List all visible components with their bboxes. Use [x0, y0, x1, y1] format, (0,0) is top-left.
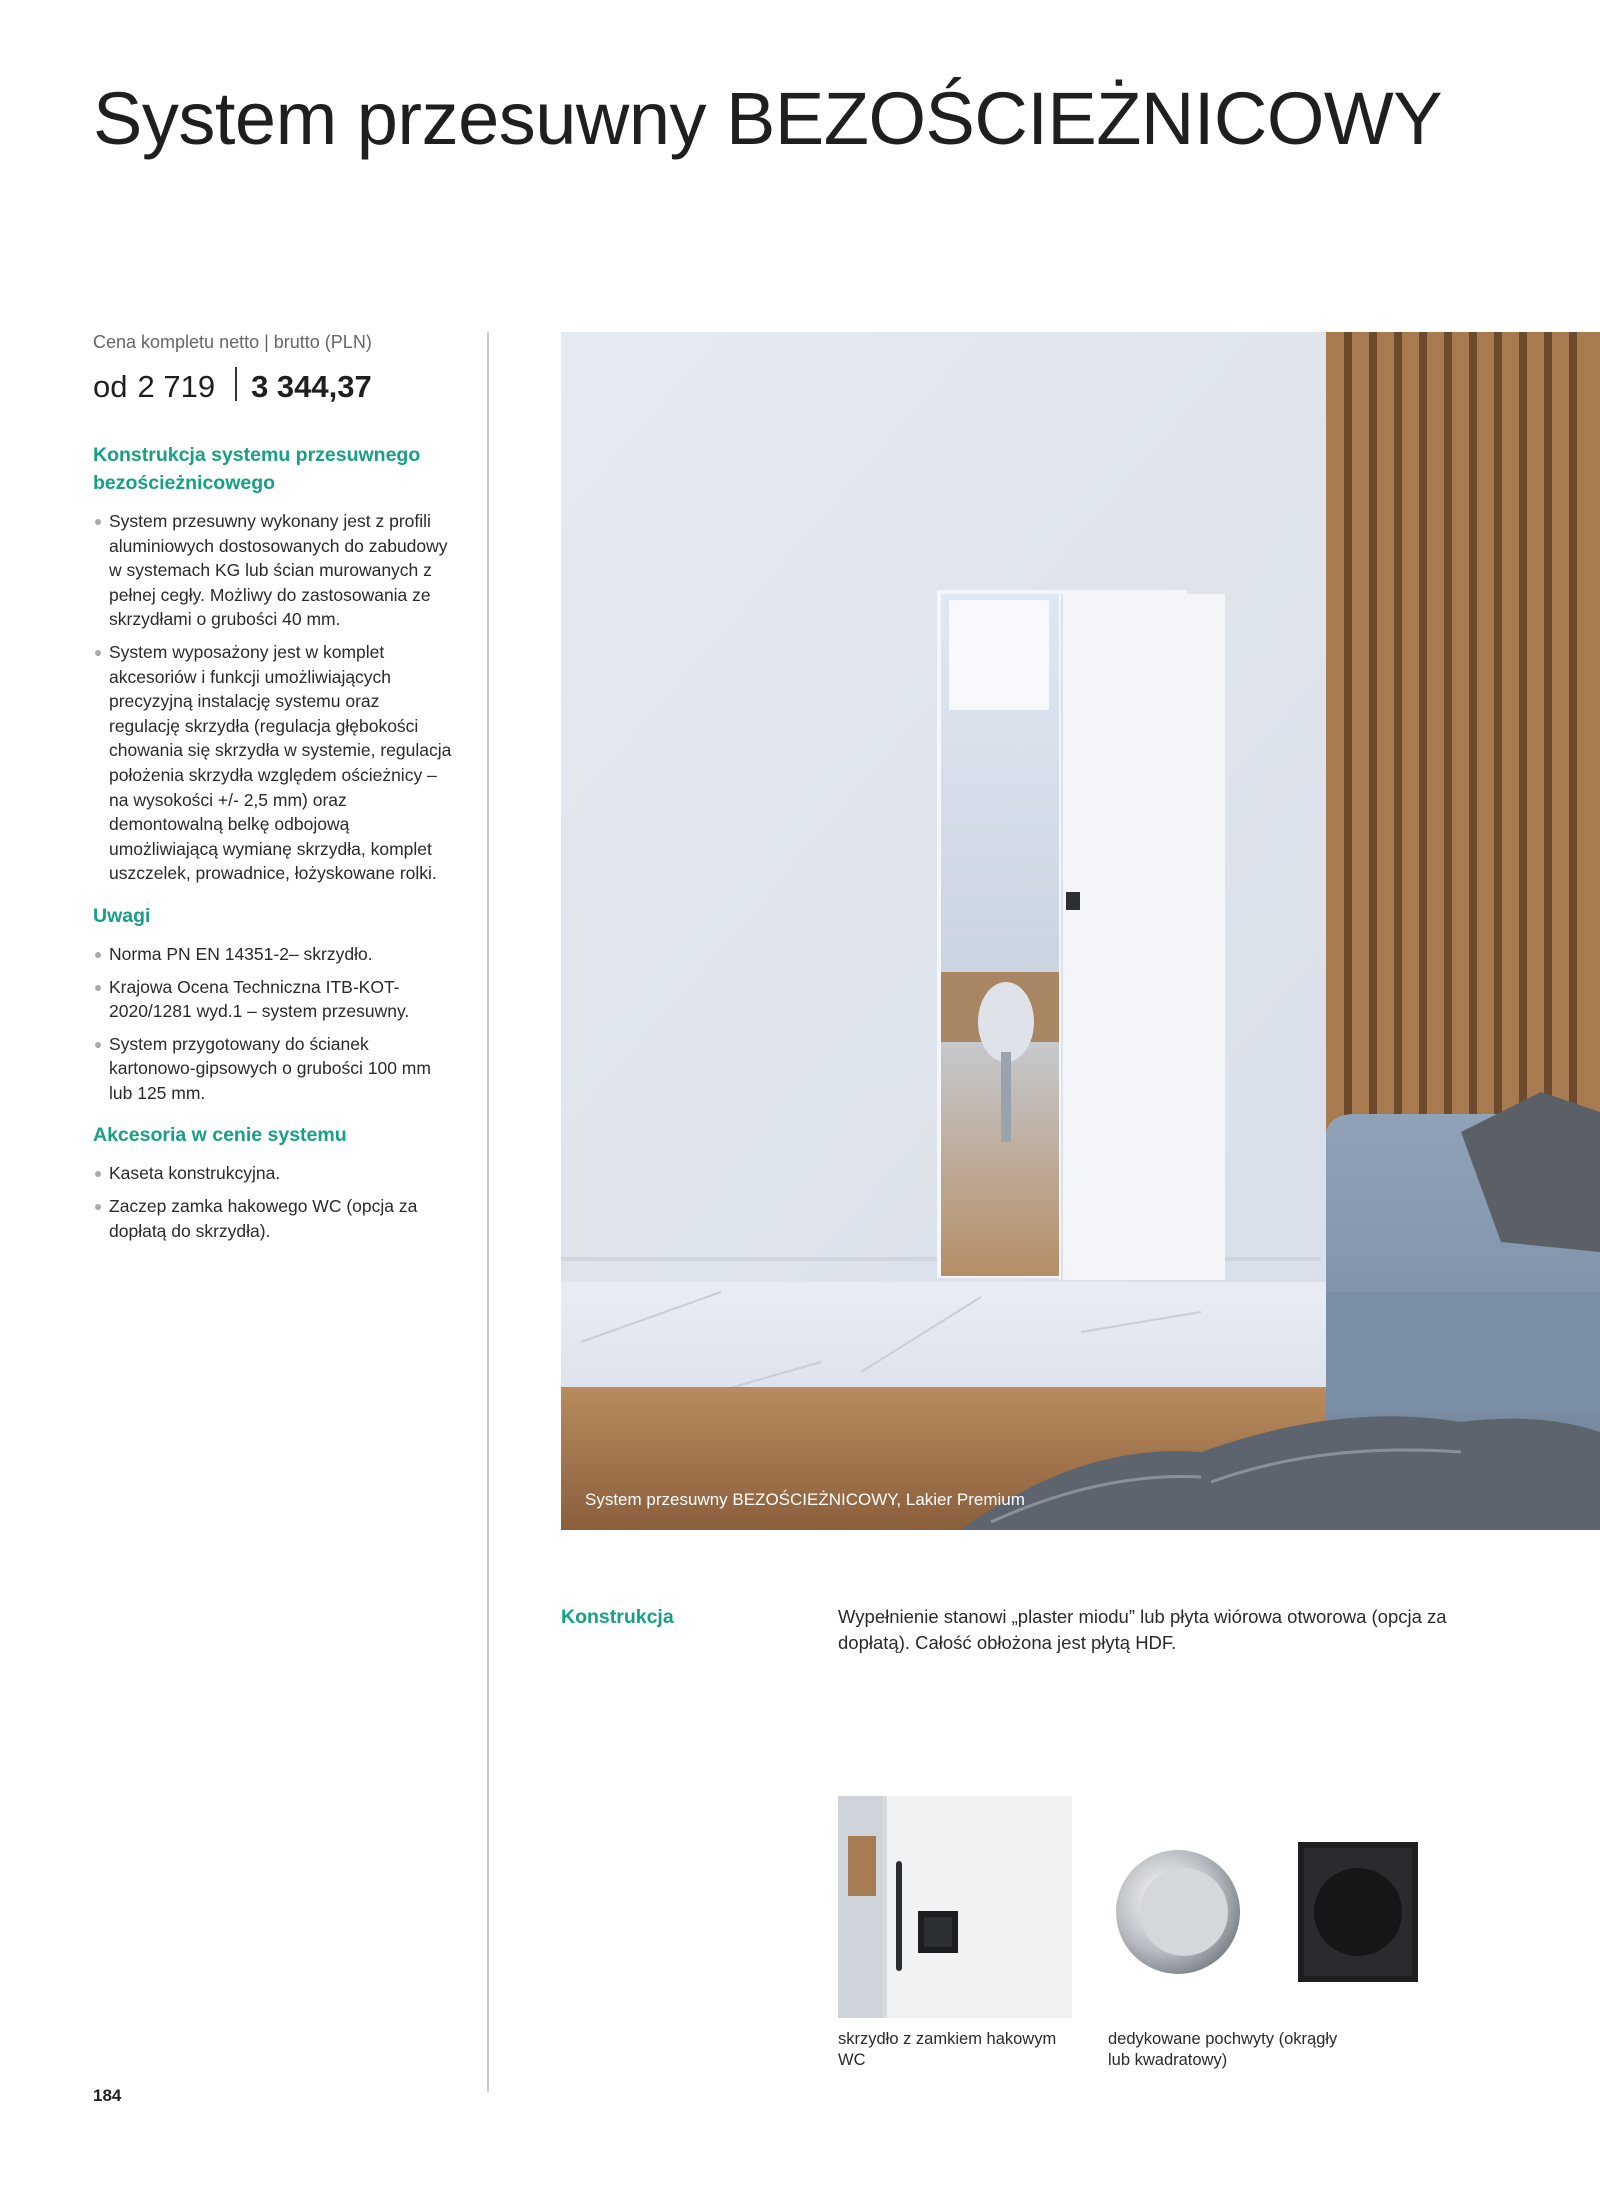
section-accessories	[93, 1121, 455, 1243]
bullet-list	[93, 509, 455, 886]
price-row	[93, 367, 455, 405]
list-item: Krajowa Ocena Techniczna ITB-KOT-2020/1281 wyd.1 – system przesuwny.	[93, 975, 455, 1024]
thumbnail-handles	[1108, 1832, 1418, 1992]
door-lock-illustration	[838, 1796, 1072, 2018]
section-heading: Akcesoria w cenie systemu	[93, 1124, 347, 1147]
section-construction	[93, 441, 455, 886]
section-heading: Uwagi	[93, 904, 151, 927]
page-title: System przesuwny BEZOŚCIEŻNICOWY	[93, 77, 1443, 160]
list-item: System przesuwny wykonany jest z profili aluminiowych dostosowanych do zabudowy w systemach KG lub ścian murowanych z pełnej cegły. Możliwy do zastosowania ze skrzydłami o grubości 40 mm.	[93, 509, 455, 632]
list-item: System przygotowany do ścianek kartonowo-gipsowych o grubości 100 mm lub 125 mm.	[93, 1032, 455, 1106]
construction-label: Konstrukcja	[561, 1606, 674, 1628]
list-item: Zaczep zamka hakowego WC (opcja za dopłatą do skrzydła).	[93, 1194, 455, 1243]
specs-column	[93, 332, 455, 1251]
interior-scene-illustration	[561, 332, 1600, 1530]
thumbnail-door-lock	[838, 1796, 1072, 2018]
list-item: Kaseta konstrukcyjna.	[93, 1161, 455, 1186]
price-caption: Cena kompletu netto | brutto (PLN)	[93, 332, 372, 352]
bullet-list	[93, 1161, 455, 1243]
price-prefix: od	[93, 369, 128, 404]
list-item: Norma PN EN 14351-2– skrzydło.	[93, 942, 455, 967]
bullet-list	[93, 942, 455, 1106]
handles-illustration	[1108, 1832, 1418, 1992]
construction-text: Wypełnienie stanowi „plaster miodu” lub płyta wiórowa otworowa (opcja za dopłatą). Całość obłożona jest płytą HDF.	[838, 1606, 1447, 1653]
section-heading: Konstrukcja systemu przesuwnego bezościeżnicowego	[93, 444, 421, 494]
page-number: 184	[93, 2086, 122, 2105]
price-net: 2 719	[137, 369, 216, 404]
price-gross: 3 344,37	[251, 369, 372, 404]
list-item: System wyposażony jest w komplet akcesoriów i funkcji umożliwiających precyzyjną instalację systemu oraz regulację skrzydła (regulacja głębokości chowania się skrzydła w systemie, regulacja położenia skrzydła względem ościeżnicy – na wysokości +/- 2,5 mm) oraz demontowalną belkę odbojową umożliwiającą wymianę skrzydła, komplet uszczelek, prowadnice, łożyskowane rolki.	[93, 640, 455, 886]
product-photo	[561, 332, 1600, 1530]
section-notes	[93, 902, 455, 1106]
thumbnail-caption: skrzydło z zamkiem hakowym WC	[838, 2030, 1057, 2069]
thumbnail-caption: dedykowane pochwyty (okrągły lub kwadratowy)	[1108, 2030, 1338, 2069]
price-separator	[235, 367, 237, 401]
column-divider	[487, 332, 489, 2092]
photo-caption: System przesuwny BEZOŚCIEŻNICOWY, Lakier Premium	[585, 1490, 1025, 1509]
